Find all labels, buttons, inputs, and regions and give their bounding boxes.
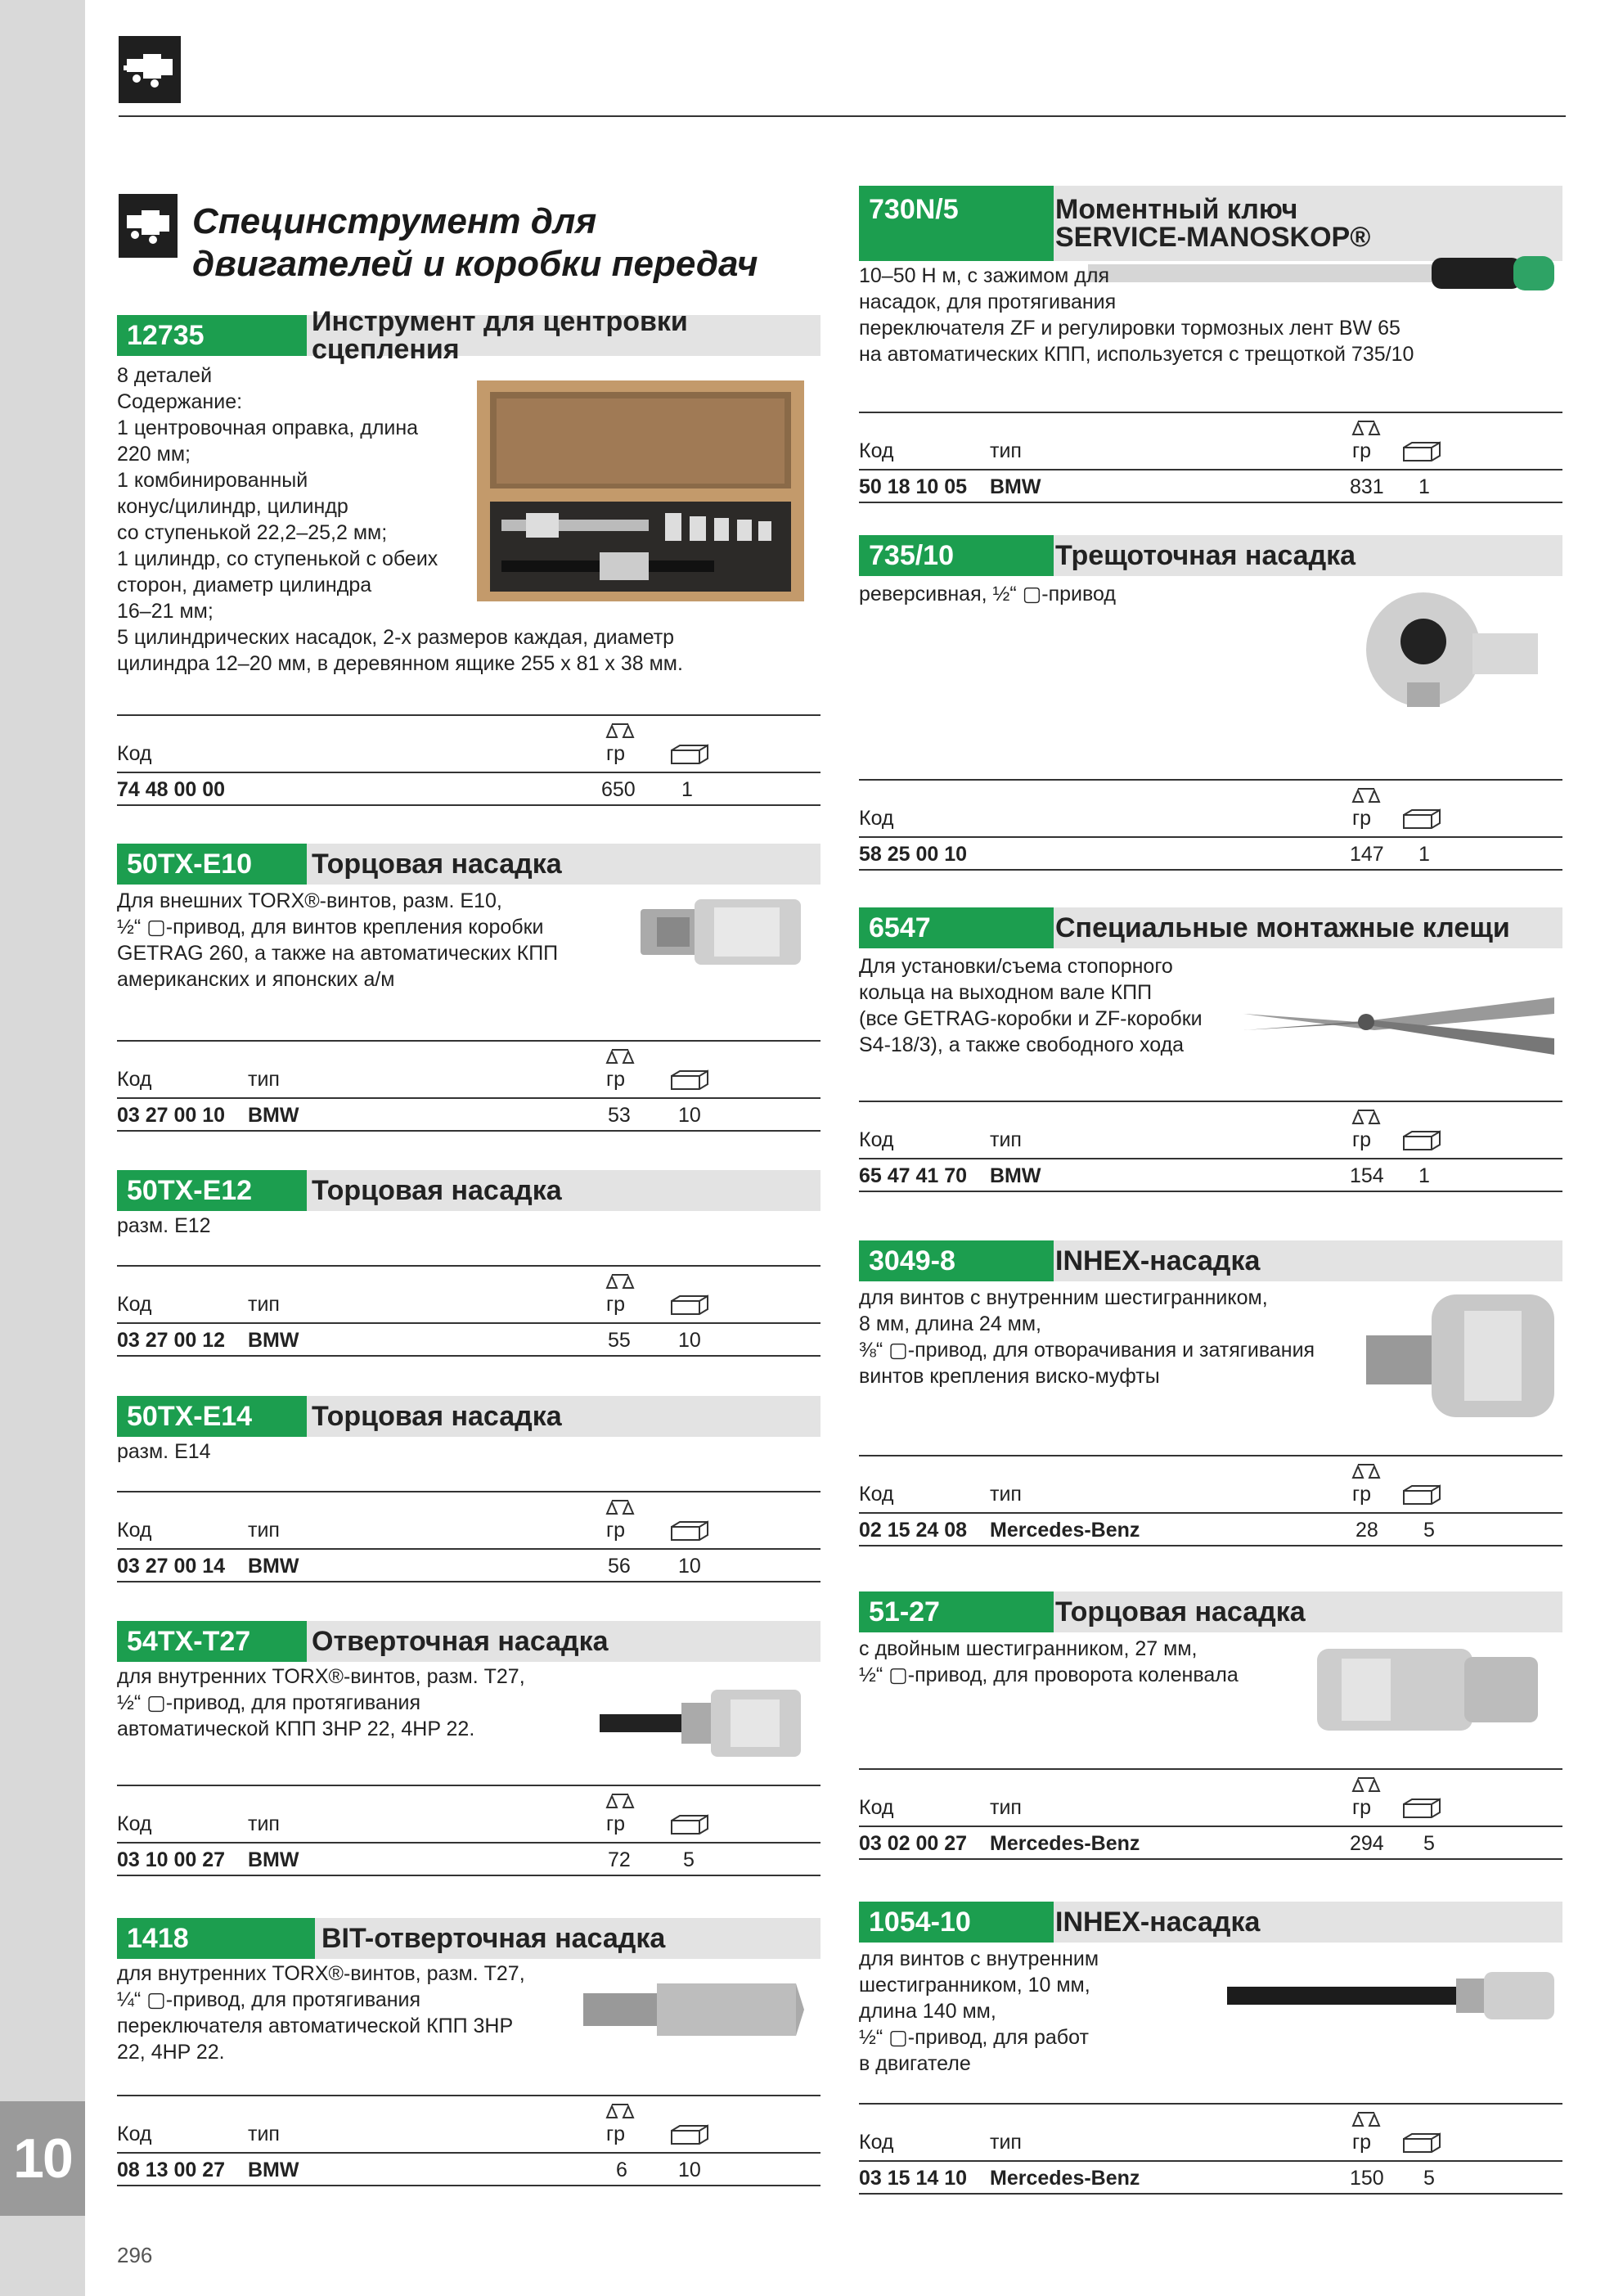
product-code: 50TX-E10: [117, 844, 307, 885]
engine-tools-logo-icon: [119, 36, 181, 103]
product-name: Торцовая насадка: [312, 1401, 562, 1432]
weight-icon: [1350, 1461, 1382, 1479]
tip-label: тип: [248, 1812, 280, 1835]
package-icon: [1402, 1798, 1441, 1819]
row-gr: 150: [1350, 2167, 1384, 2190]
product-description: разм. E12: [117, 1214, 211, 1237]
ratchet-head-image: [1358, 584, 1546, 715]
gr-label: гр: [1352, 439, 1372, 462]
package-icon: [1402, 441, 1441, 462]
product-header: [117, 1170, 820, 1211]
row-qty: 5: [683, 1848, 695, 1871]
weight-icon: [1350, 786, 1382, 804]
row-kod: 50 18 10 05: [859, 475, 968, 498]
package-icon: [670, 1814, 709, 1835]
long-inhex-socket-image: [1227, 1967, 1554, 2024]
package-icon: [1402, 1484, 1441, 1506]
product-735-10: [859, 535, 1562, 879]
product-code: 6547: [859, 907, 1054, 948]
product-header: [859, 907, 1562, 948]
gr-label: гр: [606, 2123, 626, 2145]
product-table: [859, 2103, 1562, 2195]
product-54tx-t27: [117, 1621, 820, 1916]
product-name: Торцовая насадка: [312, 849, 562, 880]
row-qty: 10: [678, 2159, 701, 2181]
product-table: [117, 714, 820, 806]
row-kod: 58 25 00 10: [859, 843, 968, 866]
product-name-line2: SERVICE-MANOSKOP®: [1055, 222, 1371, 253]
section-title: [192, 200, 758, 286]
deep-socket-image: [1317, 1641, 1546, 1739]
weight-icon: [604, 1272, 636, 1290]
gr-label: гр: [606, 1293, 626, 1316]
tip-label: тип: [990, 439, 1022, 462]
top-divider: [119, 115, 1566, 117]
weight-icon: [604, 1791, 636, 1809]
row-qty: 10: [678, 1104, 701, 1127]
side-strip: [0, 0, 85, 2296]
product-6547: [859, 907, 1562, 1210]
weight-icon: [1350, 1107, 1382, 1125]
row-kod: 03 02 00 27: [859, 1832, 968, 1855]
kod-label: Код: [859, 1483, 894, 1506]
gr-label: гр: [1352, 1128, 1372, 1151]
row-qty: 1: [1418, 475, 1430, 498]
kod-label: Код: [117, 742, 152, 765]
product-header: [117, 1918, 820, 1959]
row-gr: 154: [1350, 1164, 1384, 1187]
product-description: для винтов с внутренним шестигранником, 10 мм, длина 140 мм, ½“ ▢-привод, для работ в двигателе: [859, 1947, 1099, 2075]
package-icon: [670, 1069, 709, 1091]
row-tip: Mercedes-Benz: [990, 2167, 1140, 2190]
product-table: [859, 412, 1562, 503]
row-kod: 03 27 00 10: [117, 1104, 226, 1127]
tip-label: тип: [990, 2131, 1022, 2154]
row-tip: BMW: [248, 1104, 299, 1127]
product-name: INHEX-насадка: [1055, 1907, 1261, 1938]
product-code: 12735: [117, 315, 307, 356]
row-qty: 10: [678, 1329, 701, 1352]
inhex-socket-image: [1366, 1286, 1554, 1425]
row-qty: 1: [1418, 843, 1430, 866]
product-header: [859, 1591, 1562, 1632]
product-code: 730N/5: [859, 186, 1054, 261]
product-51-27: [859, 1591, 1562, 1902]
section-title-line1: Специнструмент для: [192, 201, 597, 241]
row-gr: 28: [1355, 1519, 1378, 1542]
screwdriver-socket-image: [600, 1678, 804, 1768]
row-qty: 1: [1418, 1164, 1430, 1187]
weight-icon: [604, 2101, 636, 2119]
gr-label: гр: [1352, 1796, 1372, 1819]
tip-label: тип: [248, 1293, 280, 1316]
gr-label: гр: [1352, 807, 1372, 830]
product-code: 3049-8: [859, 1240, 1054, 1281]
product-name: Торцовая насадка: [312, 1175, 562, 1206]
row-kod: 03 27 00 14: [117, 1555, 226, 1578]
product-50tx-e12: [117, 1170, 820, 1383]
product-table: [859, 779, 1562, 871]
product-header: [117, 306, 820, 365]
product-code: 51-27: [859, 1591, 1054, 1632]
row-gr: 147: [1350, 843, 1384, 866]
product-name: Трещоточная насадка: [1055, 540, 1356, 571]
gr-label: гр: [606, 1812, 626, 1835]
gr-label: гр: [1352, 1483, 1372, 1506]
gr-label: гр: [606, 1519, 626, 1542]
product-1418: [117, 1918, 820, 2229]
product-header: [117, 1396, 820, 1437]
tip-label: тип: [248, 2123, 280, 2145]
package-icon: [1402, 2132, 1441, 2154]
kod-label: Код: [859, 807, 894, 830]
kod-label: Код: [859, 1796, 894, 1819]
product-description: для внутренних TORX®-винтов, разм. T27, ½“ ▢-привод, для протягивания автоматической КПП 3HP 22, 4HP 22.: [117, 1665, 525, 1740]
product-table: [117, 1040, 820, 1132]
row-qty: 1: [681, 778, 693, 801]
product-table: [117, 2095, 820, 2186]
tip-label: тип: [990, 1483, 1022, 1506]
row-kod: 03 27 00 12: [117, 1329, 226, 1352]
product-name: BIT-отверточная насадка: [321, 1923, 666, 1954]
bit-image: [583, 1969, 804, 2051]
product-header: [859, 1240, 1562, 1281]
product-header: [859, 1902, 1562, 1943]
product-name-line1: Моментный ключ: [1055, 194, 1298, 225]
wooden-case-image: [477, 380, 804, 601]
row-tip: BMW: [248, 1329, 299, 1352]
row-tip: BMW: [990, 475, 1041, 498]
gr-label: гр: [1352, 2131, 1372, 2154]
kod-label: Код: [859, 2131, 894, 2154]
package-icon: [670, 1294, 709, 1316]
row-kod: 08 13 00 27: [117, 2159, 226, 2181]
product-50tx-e10: [117, 844, 820, 1155]
weight-icon: [604, 1047, 636, 1065]
product-table: [117, 1785, 820, 1876]
row-gr: 72: [608, 1848, 631, 1871]
product-header: [117, 844, 820, 885]
page-number: 296: [117, 2243, 153, 2267]
product-description: 10–50 Н м, с зажимом для насадок, для протягивания переключателя ZF и регулировки тормозных лент BW 65 на автоматических КПП, используется с трещоткой 735/10: [859, 264, 1414, 366]
row-gr: 53: [608, 1104, 631, 1127]
product-header: [859, 535, 1562, 576]
product-code: 50TX-E14: [117, 1396, 307, 1437]
product-name: Специальные монтажные клещи: [1055, 912, 1510, 943]
package-icon: [670, 744, 709, 765]
row-gr: 55: [608, 1329, 631, 1352]
product-50tx-e14: [117, 1396, 820, 1609]
tip-label: тип: [990, 1796, 1022, 1819]
product-3049-8: [859, 1240, 1562, 1568]
package-icon: [1402, 1130, 1441, 1151]
product-name: Инструмент для центровки сцепления: [312, 306, 688, 365]
row-kod: 65 47 41 70: [859, 1164, 968, 1187]
row-qty: 5: [1423, 1519, 1435, 1542]
row-kod: 02 15 24 08: [859, 1519, 968, 1542]
product-description: с двойным шестигранником, 27 мм, ½“ ▢-привод, для проворота коленвала: [859, 1637, 1239, 1686]
gr-label: гр: [606, 742, 626, 765]
row-tip: Mercedes-Benz: [990, 1832, 1140, 1855]
product-table: [859, 1768, 1562, 1860]
tip-label: тип: [248, 1519, 280, 1542]
row-kod: 74 48 00 00: [117, 778, 226, 801]
product-name: Торцовая насадка: [1055, 1596, 1306, 1627]
row-tip: BMW: [248, 1555, 299, 1578]
package-icon: [670, 2124, 709, 2145]
row-tip: BMW: [248, 1848, 299, 1871]
product-code: 50TX-E12: [117, 1170, 307, 1211]
kod-label: Код: [859, 1128, 894, 1151]
weight-icon: [1350, 2109, 1382, 2127]
product-description: для внутренних TORX®-винтов, разм. T27, ¼“ ▢-привод, для протягивания переключателя автоматической КПП 3HP 22, 4HP 22.: [117, 1962, 525, 2064]
kod-label: Код: [117, 1519, 152, 1542]
row-qty: 10: [678, 1555, 701, 1578]
product-code: 735/10: [859, 535, 1054, 576]
weight-icon: [1350, 1775, 1382, 1793]
tip-label: тип: [248, 1068, 280, 1091]
row-tip: BMW: [248, 2159, 299, 2181]
product-code: 1418: [117, 1918, 315, 1959]
row-kod: 03 15 14 10: [859, 2167, 968, 2190]
kod-label: Код: [117, 1293, 152, 1316]
tip-label: тип: [990, 1128, 1022, 1151]
row-gr: 6: [616, 2159, 627, 2181]
product-code: 1054-10: [859, 1902, 1054, 1943]
package-icon: [670, 1520, 709, 1542]
chapter-tab: 10: [0, 2101, 85, 2216]
row-kod: 03 10 00 27: [117, 1848, 226, 1871]
product-code: 54TX-T27: [117, 1621, 307, 1662]
product-table: [117, 1491, 820, 1582]
product-name: INHEX-насадка: [1055, 1245, 1261, 1276]
product-description: Для внешних TORX®-винтов, разм. E10, ½“ ▢-привод, для винтов крепления коробки GETRAG 260, а также на автоматических КПП американских и японских а/м: [117, 889, 559, 991]
product-name: Отверточная насадка: [312, 1626, 609, 1657]
weight-icon: [1350, 418, 1382, 436]
row-gr: 650: [601, 778, 636, 801]
product-table: [859, 1455, 1562, 1546]
row-gr: 56: [608, 1555, 631, 1578]
package-icon: [1402, 808, 1441, 830]
product-description: реверсивная, ½“ ▢-привод: [859, 583, 1116, 606]
product-table: [859, 1101, 1562, 1192]
row-qty: 5: [1423, 2167, 1435, 2190]
section-title-line2: двигателей и коробки передач: [192, 244, 758, 284]
socket-image: [641, 891, 804, 973]
product-table: [117, 1265, 820, 1357]
product-header: [117, 1621, 820, 1662]
product-1054-10: [859, 1902, 1562, 2229]
weight-icon: [604, 1497, 636, 1515]
kod-label: Код: [859, 439, 894, 462]
row-qty: 5: [1423, 1832, 1435, 1855]
product-description: Для установки/съема стопорного кольца на выходном вале КПП (все GETRAG-коробки и ZF-коробки S4-18/3), а также свободного хода: [859, 955, 1203, 1056]
product-description: для винтов с внутренним шестигранником, 8 мм, длина 24 мм, ⅜“ ▢-привод, для отворачивания и затягивания винтов крепления виско-муфты: [859, 1286, 1315, 1388]
row-tip: Mercedes-Benz: [990, 1519, 1140, 1542]
kod-label: Код: [117, 1812, 152, 1835]
product-730n-5: [859, 186, 1562, 513]
row-gr: 831: [1350, 475, 1384, 498]
pliers-image: [1243, 981, 1554, 1063]
product-description: разм. E14: [117, 1440, 211, 1463]
kod-label: Код: [117, 2123, 152, 2145]
row-tip: BMW: [990, 1164, 1041, 1187]
kod-label: Код: [117, 1068, 152, 1091]
row-gr: 294: [1350, 1832, 1384, 1855]
section-logo-icon: [119, 194, 178, 258]
weight-icon: [604, 721, 636, 739]
product-12735: [117, 306, 820, 806]
gr-label: гр: [606, 1068, 626, 1091]
product-description: 8 деталей Содержание: 1 центровочная оправка, длина 220 мм; 1 комбинированный конус/цилиндр, цилиндр со ступенькой 22,2–25,2 мм; 1 цилиндр, со ступенькой с обеих сторон, диаметр цилиндра 16–21 мм; 5 цилиндрических насадок, 2-х размеров каждая, диаметр цилиндра 12–20 мм, в деревянном ящике 255 x 81 x 38 мм.: [117, 364, 683, 675]
